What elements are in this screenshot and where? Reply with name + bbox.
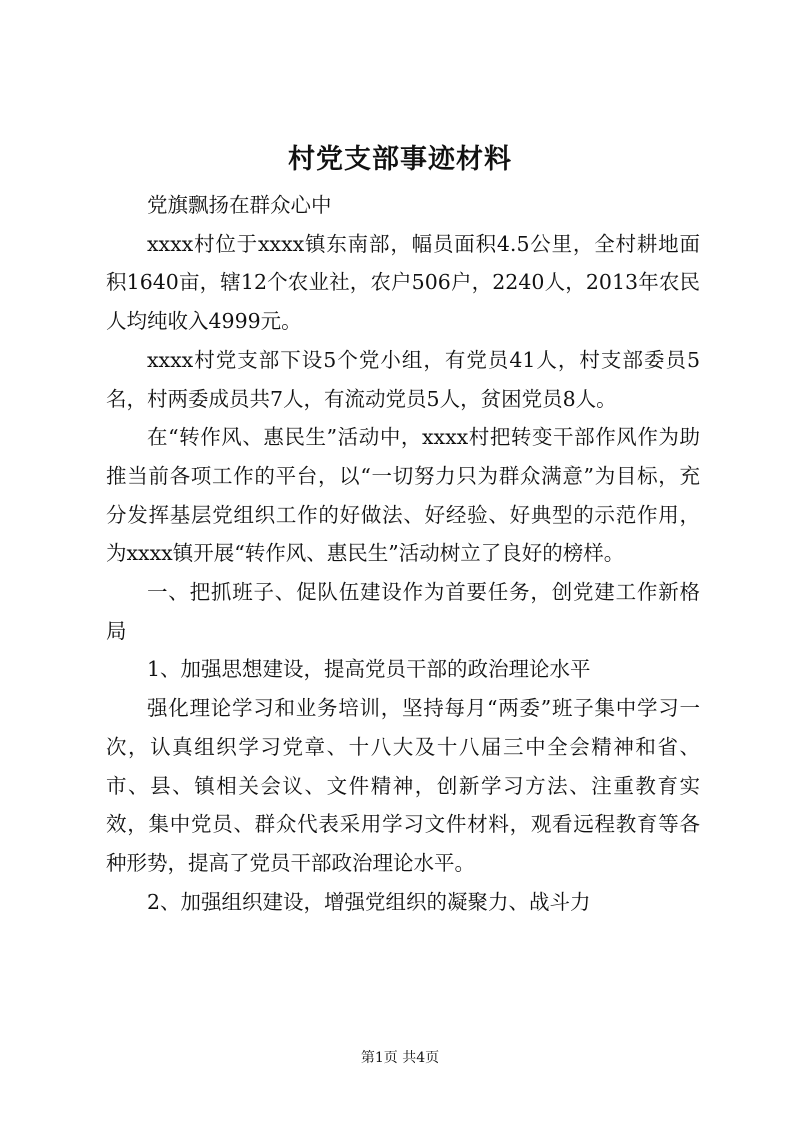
body-paragraph: 强化理论学习和业务培训，坚持每月“两委”班子集中学习一次，认真组织学习党章、十八大及十八届三中全会精神和省、市、县、镇相关会议、文件精神，创新学习方法、注重教育实效，集中党员、群众代表采用学习文件材料，观看远程教育等各种形势，提高了党员干部政治理论水平。 [106, 696, 700, 875]
subsection-heading: 1、加强思想建设，提高党员干部的政治理论水平 [147, 657, 591, 682]
body-paragraph: xxxx村位于xxxx镇东南部，幅员面积4.5公里，全村耕地面积1640亩，辖12个农业社，农户506户，2240人，2013年农民人均纯收入4999元。 [106, 231, 700, 334]
body-paragraph: 在“转作风、惠民生”活动中，xxxx村把转变干部作风作为助推当前各项工作的平台，以“一切努力只为群众满意”为目标，充分发挥基层党组织工作的好做法、好经验、好典型的示范作用，为xxxx镇开展“转作风、惠民生”活动树立了良好的榜样。 [106, 425, 700, 566]
section-heading: 一、把抓班子、促队伍建设作为首要任务，创党建工作新格局 [106, 580, 700, 643]
subsection-heading: 2、加强组织建设，增强党组织的凝聚力、战斗力 [147, 889, 591, 914]
page-number-footer: 第1页 共4页 [360, 1050, 440, 1066]
document-body [106, 186, 700, 921]
document-title: 村党支部事迹材料 [288, 144, 512, 175]
body-paragraph: xxxx村党支部下设5个党小组，有党员41人，村支部委员5名，村两委成员共7人，有流动党员5人，贫困党员8人。 [106, 347, 700, 411]
subtitle-paragraph: 党旗飘扬在群众心中 [147, 193, 332, 217]
